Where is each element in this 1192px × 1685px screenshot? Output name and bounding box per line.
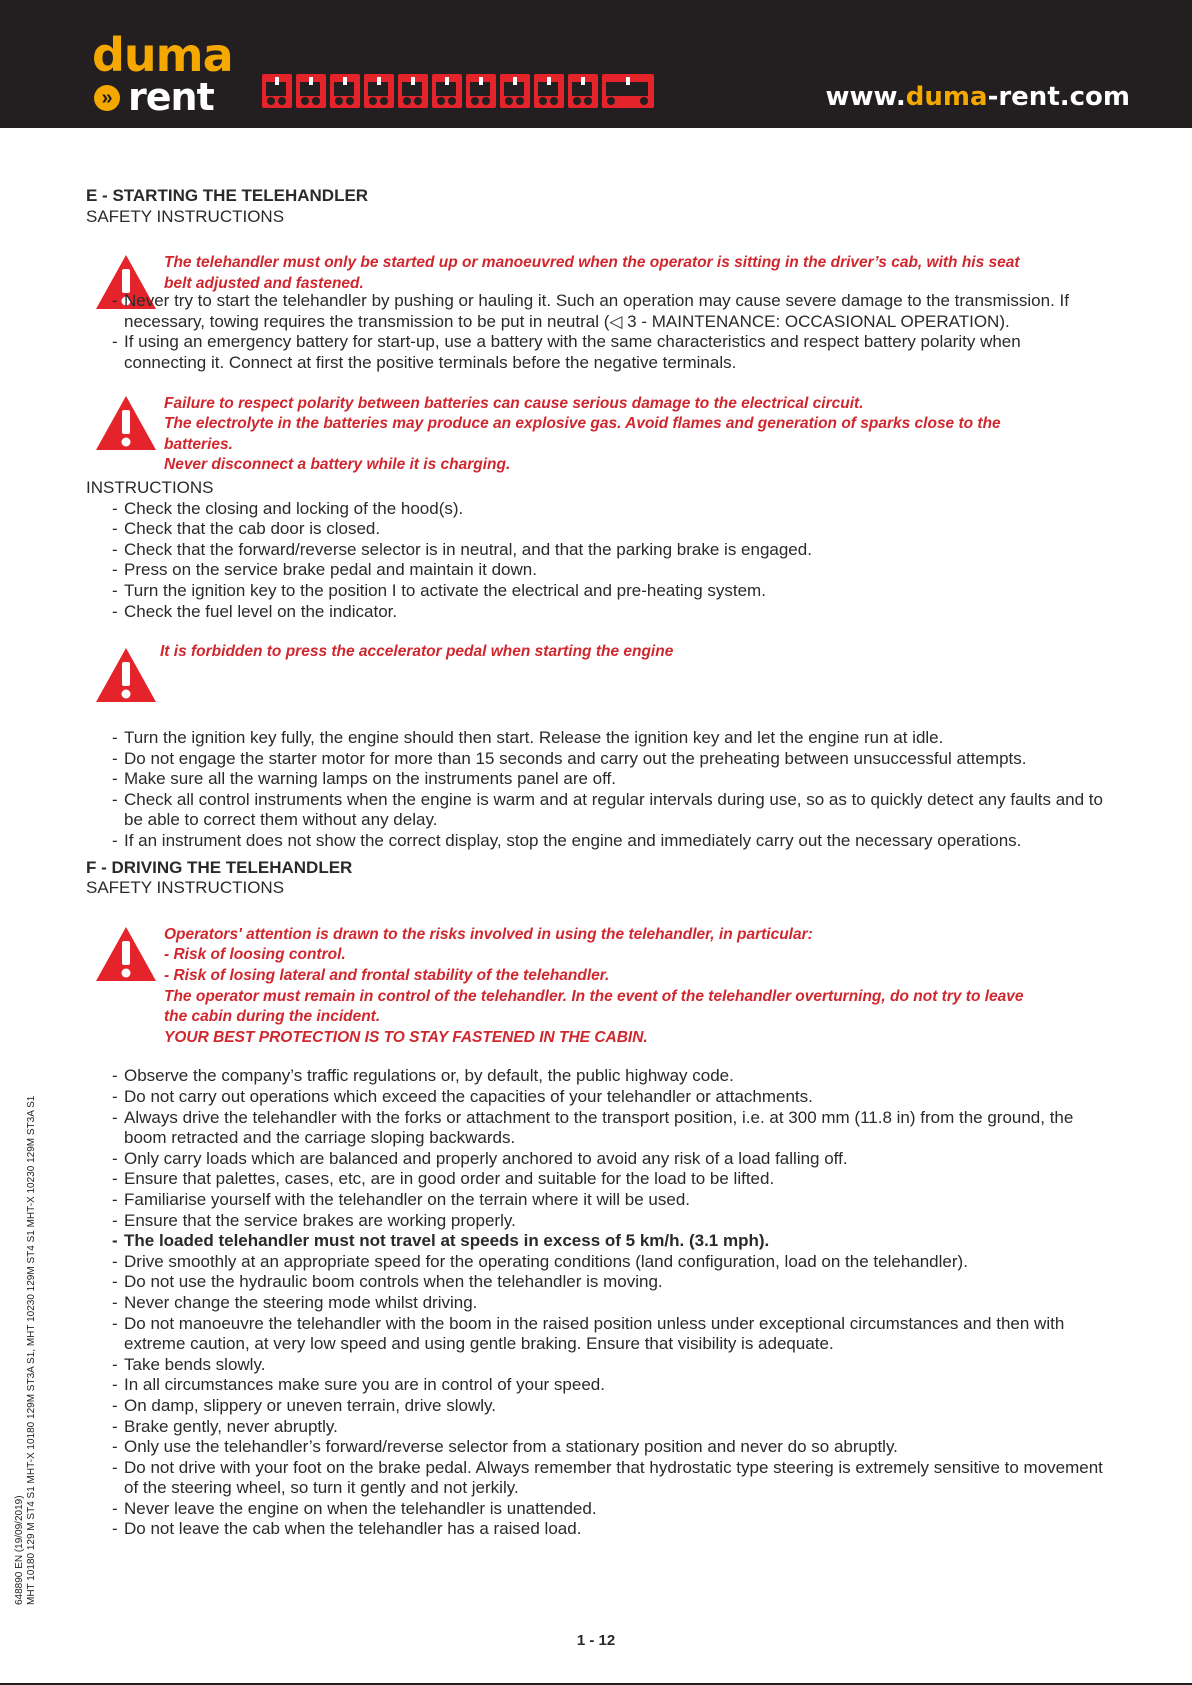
logo-text-rent: rent bbox=[128, 75, 214, 119]
list-item: - Brake gently, never abruptly. bbox=[112, 1417, 1106, 1438]
section-e-safety-list bbox=[86, 291, 1106, 373]
list-item: - Ensure that palettes, cases, etc, are in good order and suitable for the load to be lifted. bbox=[112, 1169, 1106, 1190]
list-item: - Check that the forward/reverse selector is in neutral, and that the parking brake is engaged. bbox=[112, 540, 1106, 561]
list-item: - Make sure all the warning lamps on the instruments panel are off. bbox=[112, 769, 1106, 790]
warning-block-3 bbox=[86, 642, 1106, 710]
list-item: - Only carry loads which are balanced and properly anchored to avoid any risk of a load falling off. bbox=[112, 1149, 1106, 1170]
list-item: - In all circumstances make sure you are in control of your speed. bbox=[112, 1375, 1106, 1396]
warning-line: the cabin during the incident. bbox=[164, 1008, 381, 1026]
page-header bbox=[0, 0, 1192, 128]
scissor-lift-icon bbox=[330, 74, 360, 108]
truck-icon bbox=[466, 74, 496, 108]
website-prefix: www. bbox=[825, 82, 906, 112]
warning-line: YOUR BEST PROTECTION IS TO STAY FASTENED IN THE CABIN. bbox=[164, 1028, 648, 1046]
list-item: - Press on the service brake pedal and maintain it down. bbox=[112, 560, 1106, 581]
instructions-list bbox=[86, 499, 1106, 623]
doc-code-line-1: 648890 EN (19/09/2019) bbox=[14, 1495, 25, 1605]
list-item: - Never change the steering mode whilst driving. bbox=[112, 1293, 1106, 1314]
warning-text-3 bbox=[160, 642, 1106, 663]
list-item: - Never try to start the telehandler by pushing or hauling it. Such an operation may cause severe damage to the transmission. If necessary, towing requires the transmission to be put in neutral (◁ 3 - MAINTENANCE: OCCASIONAL OPERATION). bbox=[112, 291, 1106, 332]
list-item: - Only use the telehandler’s forward/reverse selector from a stationary position and never do so abruptly. bbox=[112, 1437, 1106, 1458]
list-item: - Familiarise yourself with the telehandler on the terrain where it will be used. bbox=[112, 1190, 1106, 1211]
list-item: - Observe the company’s traffic regulations or, by default, the public highway code. bbox=[112, 1066, 1106, 1087]
compactor-icon bbox=[432, 74, 462, 108]
list-item: - Turn the ignition key to the position I to activate the electrical and pre-heating system. bbox=[112, 581, 1106, 602]
list-item: - Do not drive with your foot on the brake pedal. Always remember that hydrostatic type steering is extremely sensitive to movement of the steering wheel, so turn it gently and not jerkily. bbox=[112, 1458, 1106, 1499]
warning-line: batteries. bbox=[164, 435, 233, 453]
machine-icon-strip bbox=[262, 74, 654, 110]
warning-text-2 bbox=[164, 394, 1106, 476]
logo-chevron-icon: » bbox=[94, 85, 120, 111]
warning-triangle-icon bbox=[94, 646, 158, 704]
start-steps-list bbox=[86, 728, 1106, 852]
list-item: - Take bends slowly. bbox=[112, 1355, 1106, 1376]
warning-text-4 bbox=[164, 925, 1106, 1049]
section-e-safety-heading: SAFETY INSTRUCTIONS bbox=[86, 206, 285, 226]
telehandler-icon bbox=[534, 74, 564, 108]
list-item: - Check the closing and locking of the hood(s). bbox=[112, 499, 1106, 520]
page-number: 1 - 12 bbox=[576, 1632, 616, 1649]
duma-rent-logo bbox=[92, 28, 242, 119]
dumper-icon bbox=[364, 74, 394, 108]
backhoe-icon bbox=[398, 74, 428, 108]
boom-lift-icon bbox=[568, 74, 598, 108]
list-item: - Never leave the engine on when the telehandler is unattended. bbox=[112, 1499, 1106, 1520]
logo-text-duma: duma bbox=[92, 28, 233, 82]
list-item: - If an instrument does not show the correct display, stop the engine and immediately carry out the necessary operations. bbox=[112, 831, 1106, 852]
warning-line: - Risk of loosing control. bbox=[164, 946, 346, 964]
warning-block-2 bbox=[86, 394, 1106, 476]
section-f-safety-list bbox=[86, 1066, 1106, 1540]
list-item: - Do not engage the starter motor for more than 15 seconds and carry out the preheating between unsuccessful attempts. bbox=[112, 749, 1106, 770]
warning-line: The telehandler must only be started up or manoeuvred when the operator is sitting in the driver’s cab, with his seat bbox=[164, 254, 1020, 272]
list-item: - The loaded telehandler must not travel at speeds in excess of 5 km/h. (3.1 mph). bbox=[112, 1231, 1106, 1252]
warning-line: It is forbidden to press the accelerator pedal when starting the engine bbox=[160, 643, 674, 661]
warning-text-1 bbox=[164, 253, 1106, 294]
list-item: - Do not carry out operations which exceed the capacities of your telehandler or attachments. bbox=[112, 1087, 1106, 1108]
list-item: - Check all control instruments when the engine is warm and at regular intervals during use, so as to quickly detect any faults and to be able to correct them without any delay. bbox=[112, 790, 1106, 831]
list-item: - Check that the cab door is closed. bbox=[112, 519, 1106, 540]
forklift-icon bbox=[262, 74, 292, 108]
instructions-heading: INSTRUCTIONS bbox=[86, 477, 214, 497]
warning-triangle-icon bbox=[94, 925, 158, 983]
warning-line: The electrolyte in the batteries may produce an explosive gas. Avoid flames and generation of sparks close to the bbox=[164, 415, 1001, 433]
excavator-icon bbox=[500, 74, 530, 108]
section-e-title: E - STARTING THE TELEHANDLER bbox=[86, 186, 369, 205]
warning-block-4 bbox=[86, 925, 1106, 1049]
document-reference-code bbox=[14, 1005, 38, 1605]
aerial-platform-icon bbox=[602, 74, 654, 108]
warning-line: - Risk of losing lateral and frontal stability of the telehandler. bbox=[164, 967, 610, 985]
list-item: - On damp, slippery or uneven terrain, drive slowly. bbox=[112, 1396, 1106, 1417]
list-item: - Ensure that the service brakes are working properly. bbox=[112, 1211, 1106, 1232]
warning-line: Operators' attention is drawn to the risks involved in using the telehandler, in particular: bbox=[164, 925, 813, 943]
warning-line: Failure to respect polarity between batteries can cause serious damage to the electrical circuit. bbox=[164, 394, 864, 412]
warning-triangle-icon bbox=[94, 394, 158, 452]
list-item: - Do not leave the cab when the telehandler has a raised load. bbox=[112, 1519, 1106, 1540]
website-url bbox=[826, 82, 1130, 112]
warning-line: Never disconnect a battery while it is charging. bbox=[164, 456, 511, 474]
list-item: - Do not manoeuvre the telehandler with the boom in the raised position unless under exceptional circumstances and then with extreme caution, at very low speed and using gentle braking. Ensure that visibility is adequate. bbox=[112, 1314, 1106, 1355]
doc-code-line-2: MHT 10180 129 M ST4 S1 MHT-X 10180 129M ST3A S1, MHT 10230 129M ST4 S1 MHT-X 10230 129M ST3A S1 bbox=[26, 1095, 37, 1605]
list-item: - Do not use the hydraulic boom controls when the telehandler is moving. bbox=[112, 1272, 1106, 1293]
list-item: - Drive smoothly at an appropriate speed for the operating conditions (land configuration, load on the telehandler). bbox=[112, 1252, 1106, 1273]
website-highlight: duma bbox=[905, 82, 988, 112]
website-suffix: -rent.com bbox=[987, 82, 1130, 112]
warning-line: The operator must remain in control of the telehandler. In the event of the telehandler overturning, do not try to leave bbox=[164, 987, 1024, 1005]
list-item: - Turn the ignition key fully, the engine should then start. Release the ignition key and let the engine run at idle. bbox=[112, 728, 1106, 749]
page-content bbox=[86, 186, 1106, 1540]
order-picker-icon bbox=[296, 74, 326, 108]
list-item: - Always drive the telehandler with the forks or attachment to the transport position, i.e. at 300 mm (11.8 in) from the ground, the boom retracted and the carriage sloping backwards. bbox=[112, 1108, 1106, 1149]
section-f-safety-heading: SAFETY INSTRUCTIONS bbox=[86, 878, 285, 898]
list-item: - Check the fuel level on the indicator. bbox=[112, 602, 1106, 623]
warning-line: belt adjusted and fastened. bbox=[164, 274, 364, 292]
list-item: - If using an emergency battery for start-up, use a battery with the same characteristics and respect battery polarity when connecting it. Connect at first the positive terminals before the negative terminals. bbox=[112, 332, 1106, 373]
section-f-title: F - DRIVING THE TELEHANDLER bbox=[86, 857, 353, 877]
